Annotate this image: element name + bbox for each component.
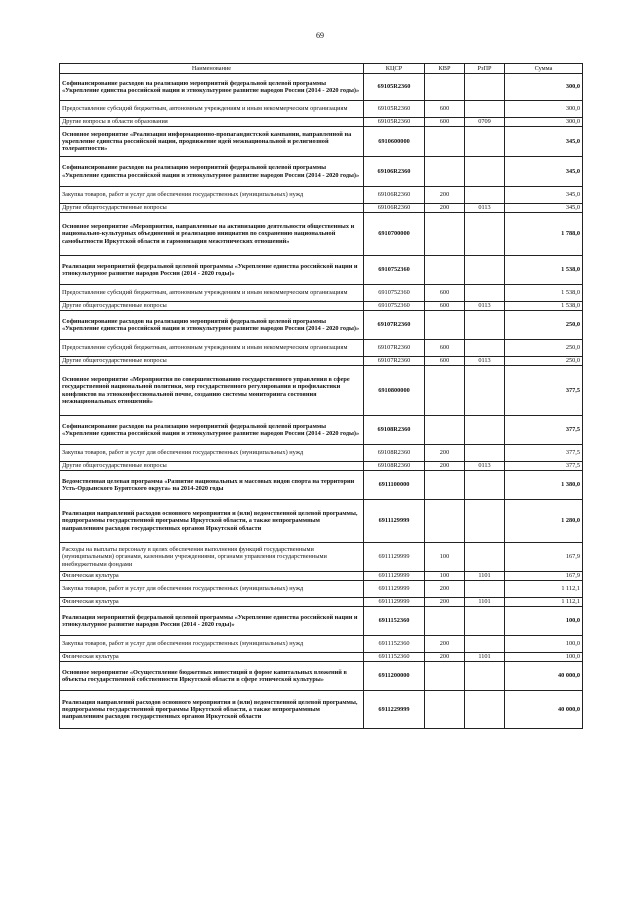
row-name: Предоставление субсидий бюджетным, автономным учреждениям и иным некоммерческим организациям	[60, 340, 364, 357]
row-sum: 1 538,0	[505, 256, 583, 285]
row-name: Ведомственная целевая программа «Развитие национальных и массовых видов спорта на территории Усть-Ордынского Бурятского округа» на 2014-2020 годы	[60, 471, 364, 500]
row-name: Софинансирование расходов на реализацию мероприятий федеральной целевой программы «Укрепление единства российской нации и этнокультурное развитие народов России (2014 - 2020 годы)»	[60, 74, 364, 101]
row-name: Закупка товаров, работ и услуг для обеспечения государственных (муниципальных) нужд	[60, 581, 364, 598]
row-kcsr: 6910700000	[364, 213, 425, 256]
row-rzpr	[465, 256, 505, 285]
header-kvr: КВР	[425, 64, 465, 74]
row-kvr: 600	[425, 101, 465, 118]
row-kcsr: 6911200000	[364, 662, 425, 691]
row-name: Другие общегосударственные вопросы	[60, 357, 364, 366]
row-kcsr: 6911129999	[364, 598, 425, 607]
row-rzpr: 0113	[465, 302, 505, 311]
table-row	[60, 598, 583, 607]
row-rzpr	[465, 636, 505, 653]
row-rzpr	[465, 340, 505, 357]
header-sum: Сумма	[505, 64, 583, 74]
row-kcsr: 6910600000	[364, 127, 425, 157]
row-kcsr: 6911129999	[364, 572, 425, 581]
table-row	[60, 213, 583, 256]
row-kcsr: 69107R2360	[364, 311, 425, 340]
row-rzpr: 1101	[465, 598, 505, 607]
row-sum: 300,0	[505, 118, 583, 127]
row-kvr	[425, 691, 465, 729]
row-kcsr: 6910800000	[364, 366, 425, 416]
row-rzpr	[465, 471, 505, 500]
row-rzpr: 0709	[465, 118, 505, 127]
row-rzpr	[465, 74, 505, 101]
row-kvr: 100	[425, 543, 465, 572]
row-sum: 1 112,1	[505, 598, 583, 607]
table-row	[60, 653, 583, 662]
table-row	[60, 572, 583, 581]
row-kcsr: 6911129999	[364, 500, 425, 543]
row-name: Основное мероприятие «Мероприятия по совершенствованию государственного управления в сфере государственной национальной политики, мер государственного регулирования и профилактики конфликтов на этноконфессиональной почве, созданию системы мониторинга состояния межнациональных отношений»	[60, 366, 364, 416]
row-sum: 1 538,0	[505, 285, 583, 302]
row-sum: 345,0	[505, 157, 583, 187]
row-sum: 100,0	[505, 653, 583, 662]
row-sum: 345,0	[505, 187, 583, 204]
row-name: Закупка товаров, работ и услуг для обеспечения государственных (муниципальных) нужд	[60, 445, 364, 462]
row-name: Софинансирование расходов на реализацию мероприятий федеральной целевой программы «Укрепление единства российской нации и этнокультурное развитие народов России (2014 - 2020 годы)»	[60, 311, 364, 340]
table-row	[60, 543, 583, 572]
row-sum: 377,5	[505, 462, 583, 471]
header-rzpr: РзПР	[465, 64, 505, 74]
table-row	[60, 636, 583, 653]
page-number: 69	[316, 31, 324, 40]
row-sum: 377,5	[505, 366, 583, 416]
row-rzpr: 0113	[465, 204, 505, 213]
row-kvr	[425, 311, 465, 340]
row-kvr	[425, 213, 465, 256]
row-sum: 1 280,0	[505, 500, 583, 543]
table-row	[60, 500, 583, 543]
row-rzpr	[465, 607, 505, 636]
table-row	[60, 607, 583, 636]
row-name: Физическая культура	[60, 653, 364, 662]
row-kvr: 200	[425, 187, 465, 204]
row-kcsr: 6911100000	[364, 471, 425, 500]
row-sum: 345,0	[505, 204, 583, 213]
table-row	[60, 471, 583, 500]
row-kvr	[425, 607, 465, 636]
row-kcsr: 69106R2360	[364, 187, 425, 204]
row-kvr: 200	[425, 653, 465, 662]
row-sum: 167,9	[505, 543, 583, 572]
table-row	[60, 285, 583, 302]
row-kvr	[425, 500, 465, 543]
row-sum: 250,0	[505, 357, 583, 366]
row-kvr: 200	[425, 636, 465, 653]
table-row	[60, 416, 583, 445]
row-name: Другие общегосударственные вопросы	[60, 462, 364, 471]
row-name: Другие вопросы в области образования	[60, 118, 364, 127]
row-kcsr: 69106R2360	[364, 157, 425, 187]
row-kvr: 200	[425, 581, 465, 598]
row-rzpr	[465, 445, 505, 462]
row-kvr	[425, 471, 465, 500]
row-rzpr	[465, 366, 505, 416]
row-name: Основное мероприятие «Мероприятия, направленные на активизацию деятельности общественных и национально-культурных объединений и реализацию инициатив по сохранению национальной самобытности Иркутской области и гармонизация межэтнических отношений»	[60, 213, 364, 256]
table-row	[60, 118, 583, 127]
row-name: Софинансирование расходов на реализацию мероприятий федеральной целевой программы «Укрепление единства российской нации и этнокультурное развитие народов России (2014 - 2020 годы)»	[60, 416, 364, 445]
table-row	[60, 127, 583, 157]
row-kcsr: 69108R2360	[364, 416, 425, 445]
row-rzpr	[465, 662, 505, 691]
row-name: Предоставление субсидий бюджетным, автономным учреждениям и иным некоммерческим организациям	[60, 101, 364, 118]
table-header-row	[60, 64, 583, 74]
row-rzpr	[465, 127, 505, 157]
row-kvr	[425, 157, 465, 187]
row-name: Реализация мероприятий федеральной целевой программы «Укрепление единства российской нации и этнокультурное развитие народов России (2014 - 2020 годы)»	[60, 607, 364, 636]
row-name: Основное мероприятие «Реализация информационно-пропагандистской кампании, направленной на укрепление единства российской нации, продвижение идей межнациональной и религиозной толерантности»	[60, 127, 364, 157]
row-sum: 250,0	[505, 311, 583, 340]
table-row	[60, 157, 583, 187]
table-body	[60, 74, 583, 729]
row-kcsr: 69106R2360	[364, 204, 425, 213]
row-kcsr: 6911129999	[364, 543, 425, 572]
budget-table	[59, 63, 583, 729]
row-sum: 100,0	[505, 636, 583, 653]
row-rzpr	[465, 213, 505, 256]
row-kvr: 600	[425, 118, 465, 127]
row-kvr: 200	[425, 598, 465, 607]
table-row	[60, 340, 583, 357]
row-kvr: 200	[425, 462, 465, 471]
table-row	[60, 74, 583, 101]
row-sum: 100,0	[505, 607, 583, 636]
row-name: Расходы на выплаты персоналу в целях обеспечения выполнения функций государственными (муниципальными) органами, казенными учреждениями, органами управления государственными внебюджетными фондами	[60, 543, 364, 572]
header-kcsr: КЦСР	[364, 64, 425, 74]
row-name: Физическая культура	[60, 572, 364, 581]
row-name: Реализация мероприятий федеральной целевой программы «Укрепление единства российской нации и этнокультурное развитие народов России (2014 - 2020 годы)»	[60, 256, 364, 285]
row-sum: 1 112,1	[505, 581, 583, 598]
row-kvr	[425, 662, 465, 691]
row-name: Закупка товаров, работ и услуг для обеспечения государственных (муниципальных) нужд	[60, 636, 364, 653]
row-sum: 40 000,0	[505, 662, 583, 691]
row-sum: 250,0	[505, 340, 583, 357]
table-row	[60, 581, 583, 598]
row-rzpr	[465, 691, 505, 729]
row-kvr: 100	[425, 572, 465, 581]
table-row	[60, 445, 583, 462]
row-sum: 377,5	[505, 416, 583, 445]
row-kcsr: 6910752360	[364, 302, 425, 311]
table-row	[60, 691, 583, 729]
row-name: Предоставление субсидий бюджетным, автономным учреждениям и иным некоммерческим организациям	[60, 285, 364, 302]
row-kvr: 600	[425, 357, 465, 366]
row-rzpr: 0113	[465, 462, 505, 471]
row-kcsr: 6910752360	[364, 256, 425, 285]
header-name: Наименование	[60, 64, 364, 74]
row-sum: 300,0	[505, 101, 583, 118]
row-sum: 1 380,0	[505, 471, 583, 500]
row-sum: 167,9	[505, 572, 583, 581]
row-kcsr: 69105R2360	[364, 101, 425, 118]
row-name: Другие общегосударственные вопросы	[60, 302, 364, 311]
row-kcsr: 6911152360	[364, 653, 425, 662]
row-kvr: 600	[425, 302, 465, 311]
row-rzpr	[465, 101, 505, 118]
row-kcsr: 69105R2360	[364, 118, 425, 127]
row-rzpr: 1101	[465, 572, 505, 581]
row-kvr: 200	[425, 204, 465, 213]
row-rzpr	[465, 581, 505, 598]
row-kcsr: 69107R2360	[364, 340, 425, 357]
row-kvr: 600	[425, 285, 465, 302]
row-rzpr	[465, 416, 505, 445]
row-kvr	[425, 127, 465, 157]
table-row	[60, 662, 583, 691]
row-rzpr	[465, 285, 505, 302]
row-sum: 345,0	[505, 127, 583, 157]
row-kvr	[425, 256, 465, 285]
row-sum: 40 000,0	[505, 691, 583, 729]
row-rzpr	[465, 543, 505, 572]
row-sum: 1 788,0	[505, 213, 583, 256]
row-kcsr: 6911229999	[364, 691, 425, 729]
row-kvr	[425, 74, 465, 101]
row-sum: 1 538,0	[505, 302, 583, 311]
row-kcsr: 6911129999	[364, 581, 425, 598]
row-rzpr	[465, 311, 505, 340]
table-row	[60, 311, 583, 340]
table-row	[60, 366, 583, 416]
row-name: Закупка товаров, работ и услуг для обеспечения государственных (муниципальных) нужд	[60, 187, 364, 204]
row-name: Физическая культура	[60, 598, 364, 607]
row-kvr: 600	[425, 340, 465, 357]
row-kcsr: 69105R2360	[364, 74, 425, 101]
row-rzpr: 1101	[465, 653, 505, 662]
row-rzpr	[465, 157, 505, 187]
row-rzpr: 0113	[465, 357, 505, 366]
table-row	[60, 187, 583, 204]
table-row	[60, 462, 583, 471]
row-name: Основное мероприятие «Осуществление бюджетных инвестиций в форме капитальных вложений в объекты государственной собственности Иркутской области в сфере этнической культуры»	[60, 662, 364, 691]
row-kcsr: 69108R2360	[364, 445, 425, 462]
row-kcsr: 6910752360	[364, 285, 425, 302]
row-kcsr: 6911152360	[364, 636, 425, 653]
table-row	[60, 101, 583, 118]
row-kcsr: 6911152360	[364, 607, 425, 636]
row-rzpr	[465, 187, 505, 204]
row-kcsr: 69108R2360	[364, 462, 425, 471]
row-kvr	[425, 416, 465, 445]
table-row	[60, 204, 583, 213]
table-row	[60, 256, 583, 285]
row-name: Другие общегосударственные вопросы	[60, 204, 364, 213]
row-rzpr	[465, 500, 505, 543]
row-name: Софинансирование расходов на реализацию мероприятий федеральной целевой программы «Укрепление единства российской нации и этнокультурное развитие народов России (2014 - 2020 годы)»	[60, 157, 364, 187]
table-row	[60, 302, 583, 311]
row-sum: 377,5	[505, 445, 583, 462]
row-sum: 300,0	[505, 74, 583, 101]
row-kcsr: 69107R2360	[364, 357, 425, 366]
table-row	[60, 357, 583, 366]
row-kvr	[425, 366, 465, 416]
row-kvr: 200	[425, 445, 465, 462]
row-name: Реализация направлений расходов основного мероприятия и (или) ведомственной целевой программы, подпрограммы государственной программы Иркутской области, а также непрограммным направлениям расходов государственных органов Иркутской области	[60, 500, 364, 543]
row-name: Реализация направлений расходов основного мероприятия и (или) ведомственной целевой программы, подпрограммы государственной программы Иркутской области, а также непрограммным направлениям расходов государственных органов Иркутской области	[60, 691, 364, 729]
